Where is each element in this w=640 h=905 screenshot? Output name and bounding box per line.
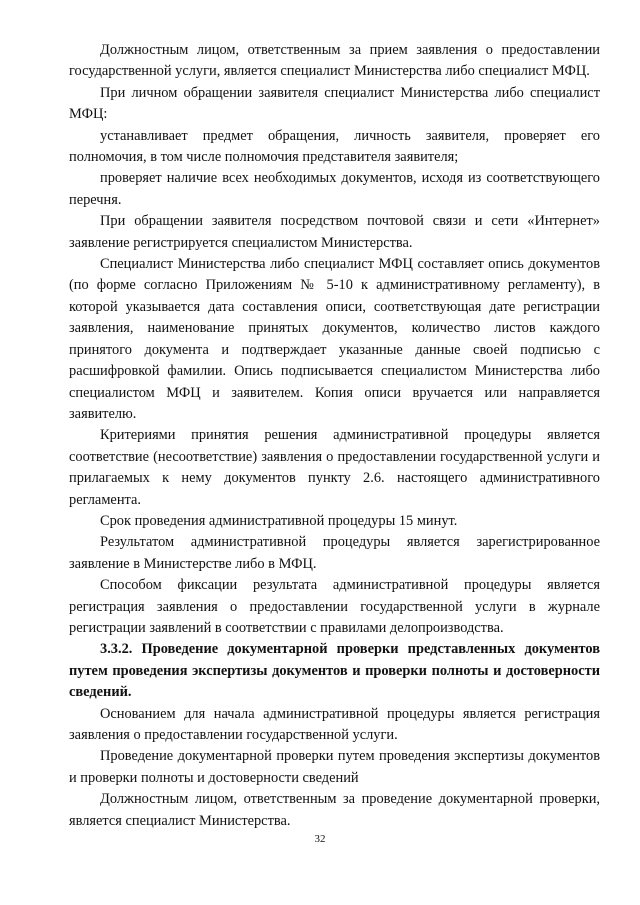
paragraph-check-responsible: Должностным лицом, ответственным за проведение документарной проверки, является специалист Министерства. [69, 791, 600, 829]
paragraph-establish-subject: устанавливает предмет обращения, личность заявителя, проверяет его полномочия, в том числе полномочия представителя заявителя; [69, 127, 600, 166]
paragraph-procedure-basis: Основанием для начала административной процедуры является регистрация заявления о предоставлении государственной услуги. [69, 705, 600, 743]
document-body [69, 40, 600, 832]
paragraph-responsible-official: Должностным лицом, ответственным за прием заявления о предоставлении государственной услуги, является специалист Министерства либо специалист МФЦ. [69, 42, 600, 80]
paragraph-documentary-check: Проведение документарной проверки путем проведения экспертизы документов и проверки полноты и достоверности сведений [69, 748, 600, 786]
paragraph-personal-appeal: При личном обращении заявителя специалист Министерства либо специалист МФЦ: [69, 84, 600, 123]
section-heading-3-3-2: 3.3.2. Проведение документарной проверки представленных документов путем проведения экспертизы документов и проверки полноты и достоверности сведений. [69, 641, 600, 701]
paragraph-decision-criteria: Критериями принятия решения административной процедуры является соответствие (несоответствие) заявления о предоставлении государственной услуги и прилагаемых к нему документов пункту 2.6. настоящего административного регламента. [69, 427, 600, 508]
paragraph-procedure-result: Результатом административной процедуры является зарегистрированное заявление в Министерстве либо в МФЦ. [69, 534, 600, 572]
page-number: 32 [314, 833, 326, 845]
paragraph-postal-appeal: При обращении заявителя посредством почтовой связи и сети «Интернет» заявление регистрируется специалистом Министерства. [69, 213, 600, 251]
paragraph-check-documents: проверяет наличие всех необходимых документов, исходя из соответствующего перечня. [69, 170, 600, 208]
paragraph-result-recording: Способом фиксации результата административной процедуры является регистрация заявления о предоставлении государственной услуги в журнале регистрации заявлений в соответствии с правилами делопроизводства. [69, 577, 600, 636]
paragraph-procedure-duration: Срок проведения административной процедуры 15 минут. [100, 512, 458, 529]
paragraph-document-inventory: Специалист Министерства либо специалист МФЦ составляет опись документов (по форме согласно Приложениям № 5-10 к административному регламенту), в которой указывается дата составления описи, соответствующая дате регистрации заявления, наименование принятых документов, количество листов каждого принятого документа и подтверждает указанные данные своей подписью с расшифровкой фамилии. Опись подписывается специалистом Министерства либо специалистом МФЦ и заявителем. Копия описи вручается или направляется заявителю. [69, 256, 600, 422]
